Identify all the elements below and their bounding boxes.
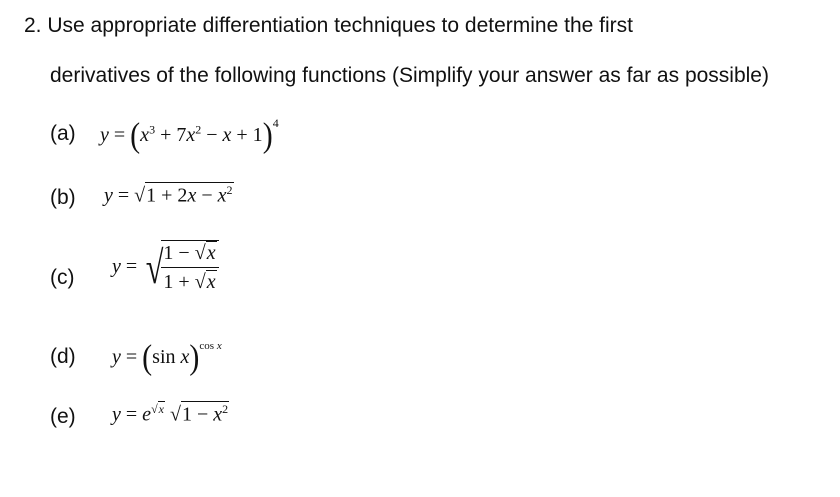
question-line-1: Use appropriate differentiation techniques to determine the first	[47, 14, 633, 37]
part-a-label: (a)	[50, 122, 76, 145]
question-header	[24, 14, 633, 38]
question-line-2: derivatives of the following functions (Simplify your answer as far as possible)	[50, 64, 769, 87]
part-c-label: (c)	[50, 266, 75, 289]
part-e-expression: $y = e^{√x}$ $√1 - x^2$	[112, 402, 229, 426]
part-e-label: (e)	[50, 405, 76, 428]
part-d-expression: y = (sin x)$^{cos x}$	[112, 338, 222, 377]
part-b-expression: $y = √1 + 2x - x^2$	[104, 183, 233, 207]
part-b-label: (b)	[50, 186, 76, 209]
part-c-expression: y = √ $\frac{1 - √x}{1 + √x}$	[112, 240, 219, 294]
part-d-label: (d)	[50, 345, 76, 368]
question-number: 2.	[24, 14, 42, 37]
part-a-expression: $y = (x^3 + 7x^2 - x + 1)^4$	[100, 116, 279, 155]
